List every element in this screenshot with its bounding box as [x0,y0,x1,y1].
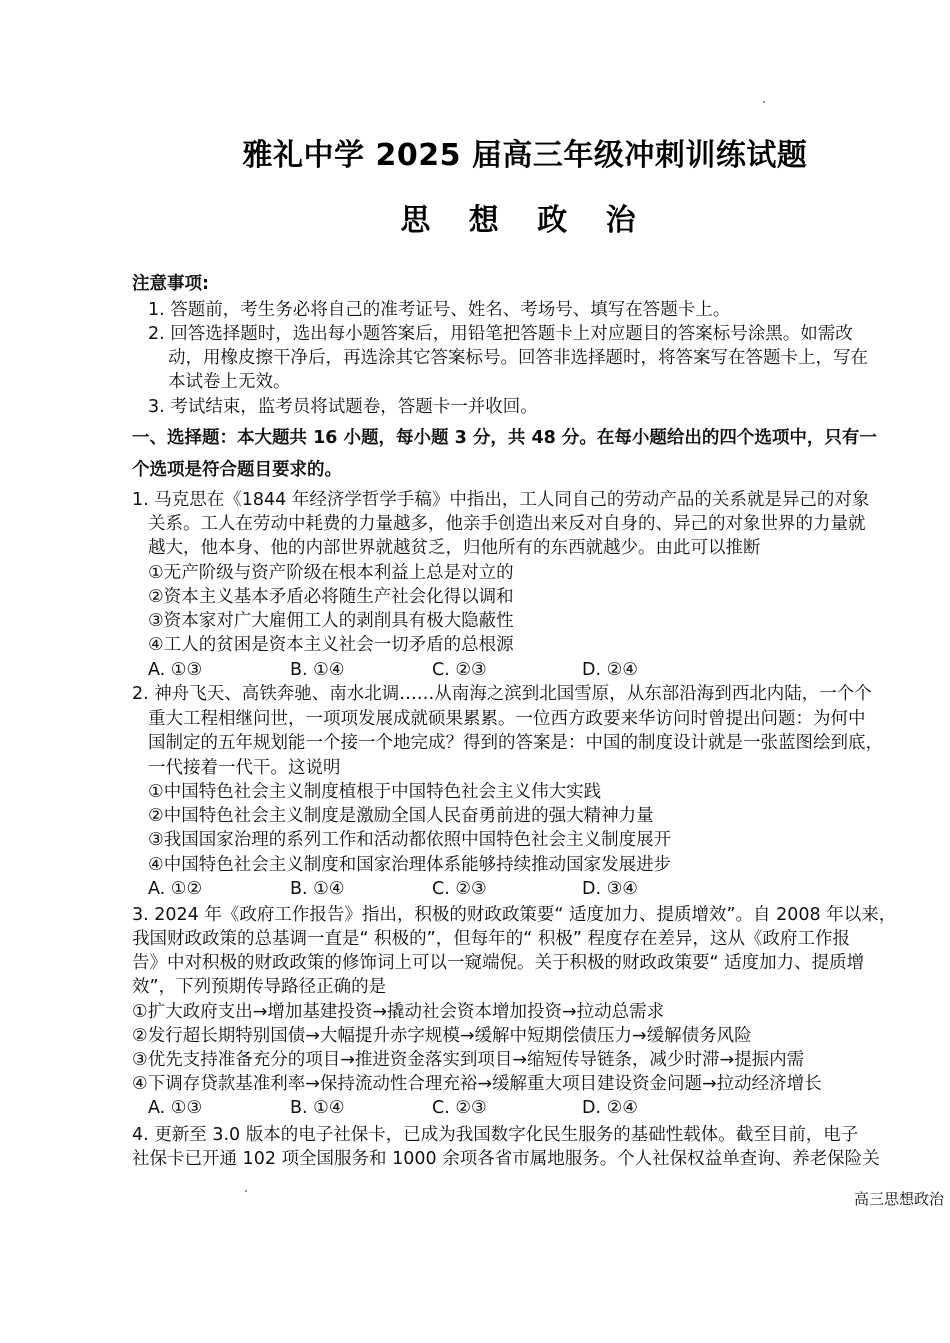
question-text: 4. 更新至 3.0 版本的电子社保卡，已成为我国数字化民生服务的基础性载体。截至目前，电子 [132,1125,859,1145]
question-text: 3. 2024 年《政府工作报告》指出，积极的财政政策要“ 适度加力、提质增效”。自 2008 年以来， [132,905,897,925]
notice-heading: 注意事项: [132,274,209,294]
option-d: D. ②④ [582,1098,638,1118]
statement: ②发行超长期特别国债→大幅提升赤字规模→缓解中短期偿债压力→缓解债务风险 [132,1026,752,1046]
exam-title: 雅礼中学 2025 届高三年级冲刺训练试题 [242,138,808,173]
option-a: A. ①② [148,879,203,899]
notice-item: 2. 回答选择题时，选出每小题答案后，用铅笔把答题卡上对应题目的答案标号涂黑。如需改 [148,324,853,344]
notice-item: 1. 答题前，考生务必将自己的准考证号、姓名、考场号、填写在答题卡上。 [148,300,731,320]
scan-speck [763,101,765,103]
notice-item: 动，用橡皮擦干净后，再选涂其它答案标号。回答非选择题时，将答案写在答题卡上，写在 [168,348,868,368]
statement: ③优先支持准备充分的项目→推进资金落实到项目→缩短传导链条，减少时滞→提振内需 [132,1050,805,1070]
option-c: C. ②③ [432,879,487,899]
statement: ②资本主义基本矛盾必将随生产社会化得以调和 [148,587,514,607]
option-c: C. ②③ [432,660,487,680]
statement: ④工人的贫困是资本主义社会一切矛盾的总根源 [148,635,514,655]
statement: ④下调存贷款基准利率→保持流动性合理充裕→缓解重大项目建设资金问题→拉动经济增长 [132,1074,822,1094]
question-text: 国制定的五年规划能一个接一个地完成？得到的答案是：中国的制度设计就是一张蓝图绘到底， [148,733,883,753]
statement: ②中国特色社会主义制度是激励全国人民奋勇前进的强大精神力量 [148,806,654,826]
section-heading: 一、选择题：本大题共 16 小题，每小题 3 分，共 48 分。在每小题给出的四个选项中，只有一 [132,428,877,448]
statement: ④中国特色社会主义制度和国家治理体系能够持续推动国家发展进步 [148,855,672,875]
question-text: 社保卡已开通 102 项全国服务和 1000 余项各省市属地服务。个人社保权益单查询、养老保险关 [132,1149,880,1169]
scan-speck [245,1190,247,1192]
option-b: B. ①④ [290,879,345,899]
question-text: 告》中对积极的财政政策的修饰词上可以一窥端倪。关于积极的财政政策要“ 适度加力、提质增 [132,953,865,973]
statement: ①中国特色社会主义制度植根于中国特色社会主义伟大实践 [148,782,602,802]
option-d: D. ②④ [582,660,638,680]
question-text: 一代接着一代干。这说明 [148,758,341,778]
question-text: 重大工程相继问世，一项项发展成就硕果累累。一位西方政要来华访问时曾提出问题：为何中 [148,709,866,729]
question-text: 我国财政政策的总基调一直是“ 积极的”，但每年的“ 积极” 程度存在差异，这从《政府工作报 [132,929,850,949]
statement: ③资本家对广大雇佣工人的剥削具有极大隐蔽性 [148,611,514,631]
option-a: A. ①③ [148,660,203,680]
option-d: D. ③④ [582,879,638,899]
question-text: 1. 马克思在《1844 年经济学哲学手稿》中指出，工人同自己的劳动产品的关系就是异己的对象 [132,490,870,510]
notice-item: 本试卷上无效。 [168,372,291,392]
question-text: 越大，他本身、他的内部世界就越贫乏，归他所有的东西就越少。由此可以推断 [148,538,761,558]
question-text: 效”，下列预期传导路径正确的是 [132,977,387,997]
section-heading: 个选项是符合题目要求的。 [132,460,342,480]
statement: ①扩大政府支出→增加基建投资→撬动社会资本增加投资→拉动总需求 [132,1002,665,1022]
question-text: 关系。工人在劳动中耗费的力量越多，他亲手创造出来反对自身的、异己的对象世界的力量就 [148,514,866,534]
option-b: B. ①④ [290,660,345,680]
option-c: C. ②③ [432,1098,487,1118]
page-footer: 高三思想政治 [853,1190,944,1208]
option-a: A. ①③ [148,1098,203,1118]
statement: ①无产阶级与资产阶级在根本利益上总是对立的 [148,563,514,583]
statement: ③我国国家治理的系列工作和活动都依照中国特色社会主义制度展开 [148,830,672,850]
notice-item: 3. 考试结束，监考员将试题卷，答题卡一并收回。 [148,397,538,417]
subject-title: 思 想 政 治 [400,203,650,238]
question-text: 2. 神舟飞天、高铁奔驰、南水北调……从南海之滨到北国雪原，从东部沿海到西北内陆，一个个 [132,684,872,704]
option-b: B. ①④ [290,1098,345,1118]
